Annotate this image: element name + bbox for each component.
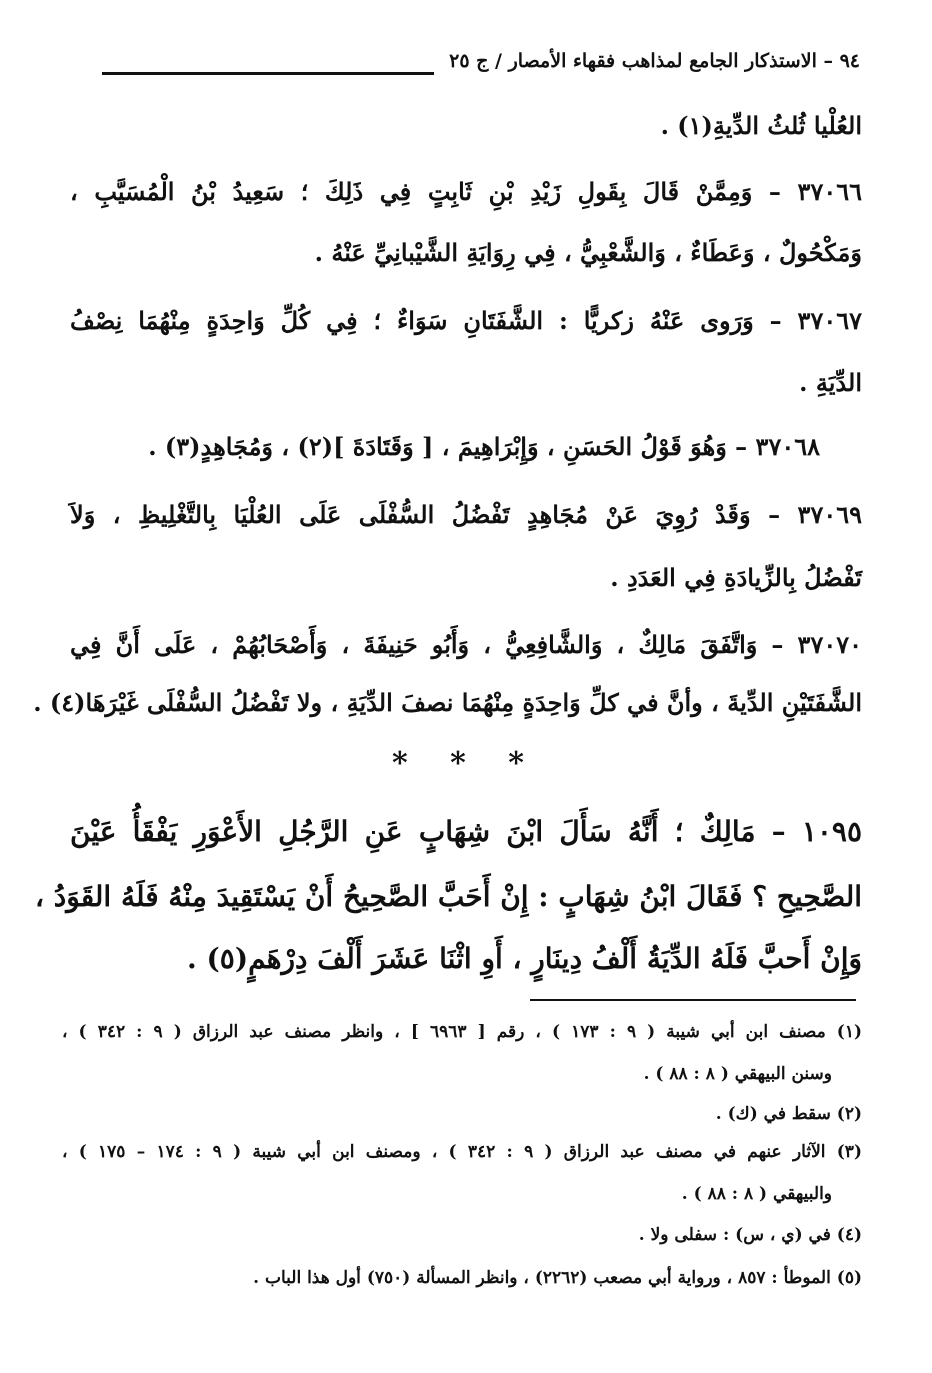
footnote-line: (٢) سقط في (ك) .: [715, 1104, 862, 1124]
body-line: ٣٧٠٦٦ – وَمِمَّنْ قَالَ بِقَولِ زَيْدِ بْنِ ثَابِتٍ فِي ذَلِكَ ؛ سَعِيدُ بْنُ الْمُسَيَّبِ ،: [70, 177, 862, 206]
body-line: ٣٧٠٦٧ – وَرَوى عَنْهُ زكريًّا : الشَّفَتَانِ سَوَاءٌ ؛ فِي كُلِّ وَاحِدَةٍ مِنْهُمَا نِصْفُ: [70, 306, 862, 335]
running-header: ٩٤ – الاستذكار الجامع لمذاهب فقهاء الأمصار / ج ٢٥: [449, 50, 860, 72]
footnote-rule: [530, 999, 856, 1001]
body-line: ٣٧٠٦٩ – وَقَدْ رُوِيَ عَنْ مُجَاهِدٍ تَفْضُلُ السُّفْلَى عَلَى العُلْيَا بِالتَّغْلِيظِ ، وَلاَ: [70, 500, 862, 529]
body-line: الشَّفَتَيْنِ الدِّيةَ ، وأنَّ في كلِّ وَاحِدَةٍ مِنْهُمَا نصفَ الدِّيَةِ ، ولا تَفْضُلُ السُّفْلَى غَيْرَهَا(٤) .: [33, 688, 862, 717]
footnote-line: (١) مصنف ابن أبي شيبة ( ٩ : ١٧٣ ) ، رقم [ ٦٩٦٣ ] ، وانظر مصنف عبد الرزاق ( ٩ : ٣٤٢ ) ،: [62, 1022, 862, 1042]
body-line: وَمَكْحُولٌ ، وَعَطَاءٌ ، وَالشَّعْبِيُّ ، فِي رِوَايَةِ الشَّيْبانِيِّ عَنْهُ .: [314, 238, 862, 267]
footnote-line: والبيهقي ( ٨ : ٨٨ ) .: [681, 1184, 832, 1204]
body-line: تَفْضُلُ بِالزِّيادَةِ فِي العَدَدِ .: [610, 563, 862, 592]
footnote-line: (٣) الآثار عنهم في مصنف عبد الرزاق ( ٩ : ٣٤٢ ) ، ومصنف ابن أبي شيبة ( ٩ : ١٧٤ – ١٧٥ ) ،: [62, 1142, 862, 1162]
hadith-line: الصَّحِيحِ ؟ فَقَالَ ابْنُ شِهَابٍ : إِنْ أَحَبَّ الصَّحِيحُ أَنْ يَسْتَقِيدَ مِنْهُ فَلَهُ القَوَدُ ،: [35, 880, 862, 913]
header-rule: [102, 72, 434, 75]
body-line: العُلْيا ثُلثُ الدِّيةِ(١) .: [660, 111, 862, 140]
hadith-line: وَإِنْ أَحبَّ فَلَهُ الدِّيَةُ أَلْفُ دِينَارٍ ، أَوِ اثْنَا عَشَرَ أَلْفَ دِرْهَمٍ(٥) .: [187, 942, 862, 975]
footnote-line: (٤) في (ي ، س) : سفلى ولا .: [638, 1225, 862, 1245]
body-line: ٣٧٠٧٠ – وَاتَّفَقَ مَالِكٌ ، وَالشَّافِعِيُّ ، وَأَبُو حَنِيفَةَ ، وَأَصْحَابُهُمْ ، عَلَى أَنَّ فِي: [70, 630, 862, 659]
body-line: ٣٧٠٦٨ – وَهُوَ قَوْلُ الحَسَنِ ، وَإِبْرَاهِيمَ ، [ وَقَتَادَةَ ](٢) ، وَمُجَاهِدٍ(٣) .: [148, 432, 820, 461]
body-line: الدِّيَةِ .: [799, 368, 862, 397]
footnote-line: وسنن البيهقي ( ٨ : ٨٨ ) .: [643, 1064, 832, 1084]
section-separator: * * *: [392, 746, 540, 781]
footnote-line: (٥) الموطأ : ٨٥٧ ، ورواية أبي مصعب (٢٢٦٢) ، وانظر المسألة (٧٥٠) أول هذا الباب .: [253, 1268, 862, 1288]
hadith-line: ١٠٩٥ – مَالِكٌ ؛ أَنَّهُ سَأَلَ ابْنَ شِهَابٍ عَنِ الرَّجُلِ الأَعْوَرِ يَفْقَأُ عَيْنَ: [70, 815, 862, 848]
